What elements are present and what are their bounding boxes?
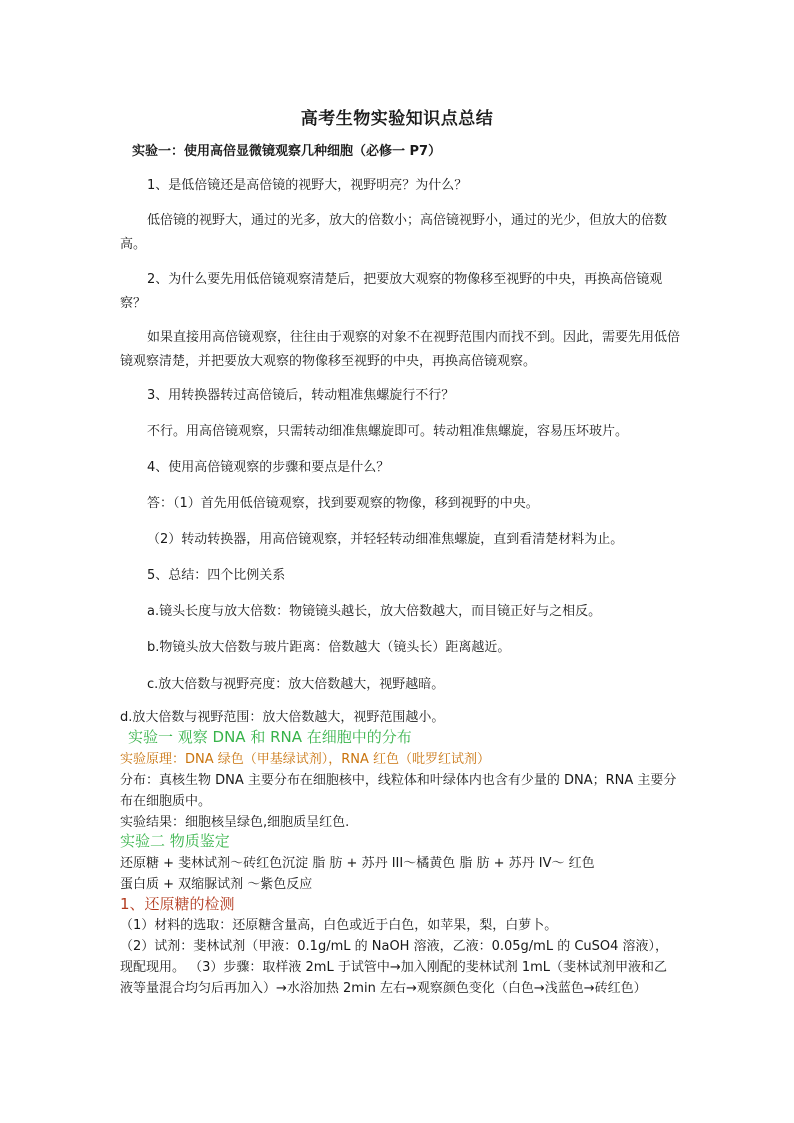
answer-3: 不行。用高倍镜观察，只需转动细准焦螺旋即可。转动粗准焦螺旋，容易压坏玻片。	[147, 424, 629, 439]
reducing-sugar-heading: 1、还原糖的检测	[120, 895, 235, 913]
experiment-principle: 实验原理：DNA 绿色（甲基绿试剂），RNA 红色（吡罗红试剂）	[120, 752, 491, 767]
relation-c: c.放大倍数与视野亮度：放大倍数越大，视野越暗。	[147, 677, 445, 692]
answer-4-step-2: （2）转动转换器，用高倍镜观察，并轻轻转动细准焦螺旋，直到看清楚材料为止。	[147, 532, 624, 547]
question-4: 4、使用高倍镜观察的步骤和要点是什么？	[147, 460, 390, 475]
identification-line-1: 还原糖 + 斐林试剂～砖红色沉淀 脂 肪 + 苏丹 III～橘黄色 脂 肪 + 苏丹 IV～ 红色	[120, 856, 595, 871]
question-5: 5、总结：四个比例关系	[147, 568, 286, 583]
answer-4-step-1: 答：（1）首先用低倍镜观察，找到要观察的物像，移到视野的中央。	[147, 496, 539, 511]
experiment-2-heading: 实验二 物质鉴定	[120, 832, 230, 850]
reducing-sugar-reagent-steps: （2）试剂：斐林试剂（甲液：0.1g/mL 的 NaOH 溶液，乙液：0.05g/mL 的 CuSO4 溶液），现配现用。 （3）步骤：取样液 2mL 于试管中→加入刚配的斐林试剂 1mL（斐林试剂甲液和乙液等量混合均匀后再加入）→水浴加热 2min 左右→观察颜色变化（白色→浅蓝色→砖红色）	[120, 939, 669, 996]
reducing-sugar-materials: （1）材料的选取：还原糖含量高，白色或近于白色，如苹果，梨，白萝卜。	[120, 918, 558, 933]
identification-line-2: 蛋白质 + 双缩脲试剂 ～紫色反应	[120, 877, 313, 892]
answer-1: 低倍镜的视野大，通过的光多，放大的倍数小；高倍镜视野小，通过的光少，但放大的倍数高。	[120, 213, 668, 252]
relation-d: d.放大倍数与视野范围：放大倍数越大，视野范围越小。	[120, 710, 445, 725]
question-1: 1、是低倍镜还是高倍镜的视野大，视野明亮？为什么？	[147, 178, 468, 193]
page-title: 高考生物实验知识点总结	[300, 109, 494, 129]
experiment-result: 实验结果：细胞核呈绿色,细胞质呈红色.	[120, 815, 350, 830]
distribution-text: 分布：真核生物 DNA 主要分布在细胞核中，线粒体和叶绿体内也含有少量的 DNA；RNA 主要分布在细胞质中。	[120, 773, 677, 809]
question-3: 3、用转换器转过高倍镜后，转动粗准焦螺旋行不行？	[147, 388, 455, 403]
relation-b: b.物镜头放大倍数与玻片距离：倍数越大（镜头长）距离越近。	[147, 640, 511, 655]
experiment-dna-rna-heading: 实验一 观察 DNA 和 RNA 在细胞中的分布	[128, 728, 412, 746]
experiment-1-heading: 实验一：使用高倍显微镜观察几种细胞（必修一 P7）	[132, 144, 442, 159]
answer-2: 如果直接用高倍镜观察，往往由于观察的对象不在视野范围内而找不到。因此，需要先用低倍镜观察清楚，并把要放大观察的物像移至视野的中央，再换高倍镜观察。	[120, 330, 681, 369]
question-2: 2、为什么要先用低倍镜观察清楚后，把要放大观察的物像移至视野的中央，再换高倍镜观察？	[120, 272, 663, 311]
relation-a: a.镜头长度与放大倍数：物镜镜头越长，放大倍数越大，而目镜正好与之相反。	[147, 604, 602, 619]
